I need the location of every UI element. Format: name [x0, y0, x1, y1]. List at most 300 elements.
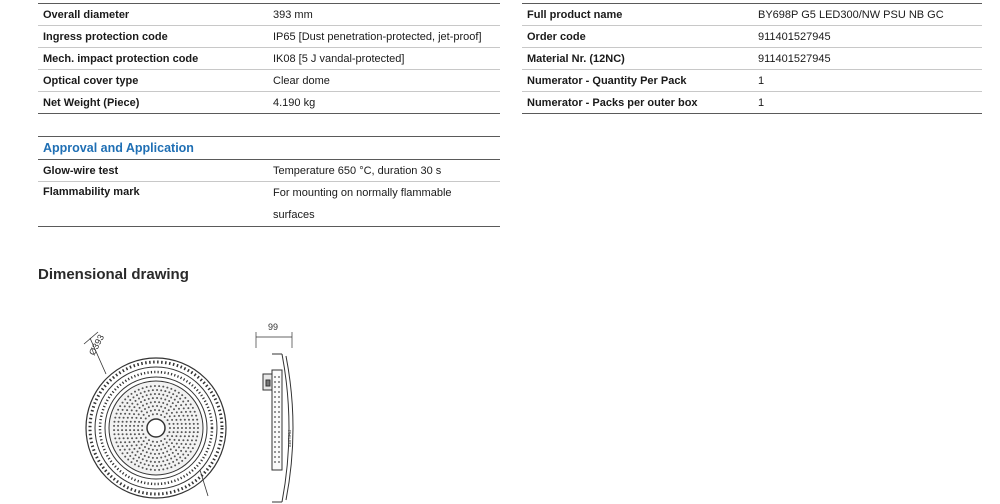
led-dot [181, 427, 183, 429]
led-dot [146, 403, 148, 405]
led-dot [144, 408, 146, 410]
led-dot [131, 409, 133, 411]
led-dot [168, 409, 170, 411]
led-dot [156, 413, 158, 415]
table-row [38, 92, 500, 114]
spec-label: Ingress protection code [38, 26, 268, 48]
led-dot [189, 427, 191, 429]
led-dot [138, 441, 140, 443]
led-dot [171, 412, 173, 414]
spec-label: Numerator - Quantity Per Pack [522, 70, 753, 92]
led-dot [121, 429, 123, 431]
led-dot [166, 450, 168, 452]
led-dot [152, 389, 154, 391]
led-dot [169, 439, 171, 441]
led-dot [144, 463, 146, 465]
led-dot [133, 458, 135, 460]
led-dot [160, 389, 162, 391]
led-dot [178, 439, 180, 441]
led-dot [131, 451, 133, 453]
led-dot [187, 400, 189, 402]
spec-value [268, 182, 500, 227]
spec-label: Numerator - Packs per outer box [522, 92, 753, 114]
spec-value: 911401527945 [753, 48, 982, 70]
led-dot [150, 385, 152, 387]
spec-value: IK08 [5 J vandal-protected] [268, 48, 500, 70]
led-dot [134, 463, 136, 465]
front-view [84, 332, 226, 498]
led-dot [143, 414, 145, 416]
led-dot [168, 400, 170, 402]
led-dot [173, 446, 175, 448]
led-dot [127, 458, 129, 460]
led-dot [148, 390, 150, 392]
spec-label: Full product name [522, 4, 753, 26]
brand-mark: PHILIPS [287, 430, 292, 448]
led-dot [164, 390, 166, 392]
led-dot [176, 443, 178, 445]
led-dot [116, 441, 118, 443]
led-dot [171, 435, 173, 437]
led-dot [114, 437, 116, 439]
led-dot [158, 453, 160, 455]
led-dot [140, 453, 142, 455]
led-dot [146, 443, 148, 445]
led-dot [142, 421, 144, 423]
led-dot [135, 400, 137, 402]
led-dot [129, 441, 131, 443]
led-dot [189, 411, 191, 413]
led-dot [140, 401, 142, 403]
led-dot [144, 455, 146, 457]
led-dot [154, 453, 156, 455]
led-dot [129, 448, 131, 450]
led-dot [148, 439, 150, 441]
led-dot [137, 425, 139, 427]
led-dot [174, 455, 176, 457]
led-dot [138, 465, 140, 467]
led-dot [178, 446, 180, 448]
led-dot [130, 461, 132, 463]
led-dot [179, 456, 181, 458]
led-dot [144, 391, 146, 393]
led-dot [118, 417, 120, 419]
led-dot [138, 413, 140, 415]
led-dot [166, 404, 168, 406]
led-dot [129, 429, 131, 431]
led-dot [152, 457, 154, 459]
led-dot [131, 403, 133, 405]
led-dot [174, 399, 176, 401]
led-dot [141, 429, 143, 431]
led-dot [156, 405, 158, 407]
led-dot [171, 419, 173, 421]
led-dot [142, 404, 144, 406]
spec-label: Glow-wire test [38, 160, 268, 182]
led-dot [113, 429, 115, 431]
led-dot [191, 415, 193, 417]
led-dot [152, 397, 154, 399]
led-dot [133, 425, 135, 427]
led-dot [148, 398, 150, 400]
specs-table-left [38, 3, 500, 114]
led-dot [118, 433, 120, 435]
led-dot [177, 427, 179, 429]
led-dot [185, 431, 187, 433]
led-dot [156, 465, 158, 467]
led-dot [148, 456, 150, 458]
led-dot [134, 433, 136, 435]
led-dot [178, 462, 180, 464]
led-dot [187, 447, 189, 449]
led-dot [189, 431, 191, 433]
led-dot [192, 407, 194, 409]
led-dot [187, 415, 189, 417]
led-dot [173, 427, 175, 429]
led-dot [141, 425, 143, 427]
table-row [522, 70, 982, 92]
led-dot [162, 410, 164, 412]
table-row [522, 48, 982, 70]
led-dot [184, 457, 186, 459]
led-dot [181, 431, 183, 433]
led-dot [195, 439, 197, 441]
spec-label: Order code [522, 26, 753, 48]
led-dot [182, 401, 184, 403]
spec-value: Clear dome [268, 70, 500, 92]
led-dot [175, 435, 177, 437]
led-dot [146, 460, 148, 462]
led-dot [114, 417, 116, 419]
led-dot [137, 429, 139, 431]
led-dot [146, 451, 148, 453]
led-dot [120, 441, 122, 443]
led-dot [182, 439, 184, 441]
led-dot [154, 469, 156, 471]
spec-value: 1 [753, 92, 982, 114]
led-dot [140, 392, 142, 394]
led-dot [160, 457, 162, 459]
led-dot [142, 433, 144, 435]
approval-section-title: Approval and Application [38, 137, 500, 160]
led-dot [124, 441, 126, 443]
led-dot [124, 413, 126, 415]
led-dot [178, 408, 180, 410]
led-dot [145, 417, 147, 419]
drawing-section-title: Dimensional drawing [38, 266, 189, 283]
led-dot [167, 419, 169, 421]
led-dot [136, 410, 138, 412]
led-dot [124, 449, 126, 451]
led-dot [180, 450, 182, 452]
led-dot [171, 442, 173, 444]
led-dot [146, 386, 148, 388]
led-dot [168, 423, 170, 425]
table-row [38, 48, 500, 70]
led-dot [196, 419, 198, 421]
led-dot [126, 421, 128, 423]
led-dot [135, 437, 137, 439]
spec-label: Net Weight (Piece) [38, 92, 268, 114]
led-dot [168, 431, 170, 433]
led-dot [138, 398, 140, 400]
led-dot [150, 402, 152, 404]
led-dot [119, 405, 121, 407]
led-dot [162, 386, 164, 388]
led-dot [196, 435, 198, 437]
led-dot [166, 413, 168, 415]
led-dot [192, 419, 194, 421]
spec-label: Flammability mark [38, 182, 268, 227]
led-dot [120, 413, 122, 415]
led-dot [138, 456, 140, 458]
led-dot [177, 431, 179, 433]
led-dot [183, 447, 185, 449]
led-dot [142, 458, 144, 460]
led-dot [116, 413, 118, 415]
led-dot [117, 409, 119, 411]
led-dot [158, 401, 160, 403]
led-dot [131, 437, 133, 439]
led-dot [141, 410, 143, 412]
led-dot [177, 423, 179, 425]
led-dot [142, 467, 144, 469]
led-dot [135, 454, 137, 456]
led-dot [170, 466, 172, 468]
led-dot [129, 455, 131, 457]
led-dot [133, 448, 135, 450]
led-dot [150, 452, 152, 454]
table-row [522, 26, 982, 48]
led-dot [152, 405, 154, 407]
led-dot [176, 395, 178, 397]
led-dot [164, 416, 166, 418]
led-dot [162, 402, 164, 404]
led-dot [122, 433, 124, 435]
diameter-label: Ø393 [86, 332, 107, 357]
led-dot [190, 451, 192, 453]
spec-value: 393 mm [268, 4, 500, 26]
spec-value: Temperature 650 °C, duration 30 s [268, 160, 500, 182]
led-dot [175, 449, 177, 451]
led-dot [152, 465, 154, 467]
led-dot [178, 392, 180, 394]
spec-value-line: For mounting on normally flammable [273, 187, 452, 199]
led-dot [137, 451, 139, 453]
led-dot [117, 445, 119, 447]
table-row [38, 70, 500, 92]
led-dot [162, 452, 164, 454]
led-dot [122, 421, 124, 423]
led-dot [117, 429, 119, 431]
led-dot [190, 403, 192, 405]
led-dot [162, 468, 164, 470]
led-dot [150, 410, 152, 412]
led-dot [172, 402, 174, 404]
led-dot [131, 445, 133, 447]
led-dot [138, 421, 140, 423]
section-header-row [38, 137, 500, 160]
led-dot [192, 435, 194, 437]
led-dot [144, 399, 146, 401]
led-dot [122, 402, 124, 404]
led-dot [113, 433, 115, 435]
led-dot [124, 398, 126, 400]
led-dot [169, 427, 171, 429]
led-dot [164, 438, 166, 440]
led-dot [130, 421, 132, 423]
led-dot [118, 421, 120, 423]
led-dot [113, 421, 115, 423]
led-dot [160, 448, 162, 450]
led-dot [182, 454, 184, 456]
led-dot [177, 401, 179, 403]
led-dot [166, 441, 168, 443]
led-dot [131, 417, 133, 419]
led-dot [118, 437, 120, 439]
led-dot [184, 397, 186, 399]
led-dot [187, 454, 189, 456]
led-dot [164, 398, 166, 400]
led-dot [158, 445, 160, 447]
spec-label: Material Nr. (12NC) [522, 48, 753, 70]
led-dot [160, 397, 162, 399]
led-dot [158, 409, 160, 411]
led-dot [150, 393, 152, 395]
led-dot [185, 404, 187, 406]
led-dot [141, 444, 143, 446]
led-dot [130, 393, 132, 395]
led-dot [133, 429, 135, 431]
led-dot [188, 435, 190, 437]
led-dot [154, 461, 156, 463]
led-dot [185, 423, 187, 425]
led-dot [188, 419, 190, 421]
led-dot [154, 401, 156, 403]
led-dot [189, 423, 191, 425]
led-dot [172, 393, 174, 395]
led-dot [121, 425, 123, 427]
led-dot [184, 419, 186, 421]
led-dot [166, 395, 168, 397]
led-dot [168, 445, 170, 447]
led-dot [154, 445, 156, 447]
led-dot [117, 425, 119, 427]
led-dot [138, 389, 140, 391]
spec-value: 911401527945 [753, 26, 982, 48]
led-dot [181, 423, 183, 425]
led-dot [126, 409, 128, 411]
led-dot [158, 461, 160, 463]
led-dot [175, 405, 177, 407]
led-dot [166, 387, 168, 389]
led-dot [187, 407, 189, 409]
led-dot [146, 394, 148, 396]
led-dot [148, 406, 150, 408]
led-dot [183, 407, 185, 409]
led-dot [154, 409, 156, 411]
led-dot [174, 439, 176, 441]
led-dot [162, 444, 164, 446]
table-row [38, 160, 500, 182]
spec-value: 1 [753, 70, 982, 92]
led-dot [156, 457, 158, 459]
spec-value: IP65 [Dust penetration-protected, jet-proof] [268, 26, 500, 48]
led-dot [150, 461, 152, 463]
led-dot [124, 456, 126, 458]
side-view [256, 332, 293, 502]
led-dot [142, 450, 144, 452]
led-dot [139, 447, 141, 449]
led-dot [170, 388, 172, 390]
spec-value: BY698P G5 LED300/NW PSU NB GC [753, 4, 982, 26]
led-dot [156, 389, 158, 391]
led-dot [174, 390, 176, 392]
led-dot [142, 387, 144, 389]
led-dot [145, 437, 147, 439]
led-dot [127, 437, 129, 439]
led-dot [178, 415, 180, 417]
led-dot [192, 447, 194, 449]
led-dot [119, 449, 121, 451]
led-dot [180, 411, 182, 413]
led-dot [185, 427, 187, 429]
led-dot [175, 419, 177, 421]
led-dot [162, 460, 164, 462]
led-dot [136, 460, 138, 462]
led-dot [148, 415, 150, 417]
led-dot [137, 403, 139, 405]
led-dot [162, 394, 164, 396]
led-dot [185, 411, 187, 413]
led-dot [174, 464, 176, 466]
led-dot [122, 409, 124, 411]
led-dot [136, 394, 138, 396]
led-dot [158, 469, 160, 471]
led-dot [126, 433, 128, 435]
approval-table [38, 136, 500, 227]
led-dot [152, 449, 154, 451]
led-dot [136, 444, 138, 446]
spec-value-line: surfaces [273, 209, 315, 221]
led-dot [169, 415, 171, 417]
led-dot [152, 441, 154, 443]
table-row [38, 26, 500, 48]
led-dot [156, 397, 158, 399]
led-dot [123, 417, 125, 419]
led-dot [126, 452, 128, 454]
led-dot [146, 468, 148, 470]
led-dot [143, 440, 145, 442]
led-dot [139, 407, 141, 409]
led-dot [172, 452, 174, 454]
led-dot [135, 417, 137, 419]
led-dot [140, 417, 142, 419]
led-dot [173, 408, 175, 410]
led-dot [174, 415, 176, 417]
table-row [522, 92, 982, 114]
led-dot [154, 385, 156, 387]
led-dot [140, 462, 142, 464]
led-dot [164, 447, 166, 449]
led-dot [170, 457, 172, 459]
led-dot [197, 423, 199, 425]
led-dot [156, 441, 158, 443]
led-dot [180, 435, 182, 437]
led-dot [134, 391, 136, 393]
table-row [522, 4, 982, 26]
led-dot [158, 385, 160, 387]
